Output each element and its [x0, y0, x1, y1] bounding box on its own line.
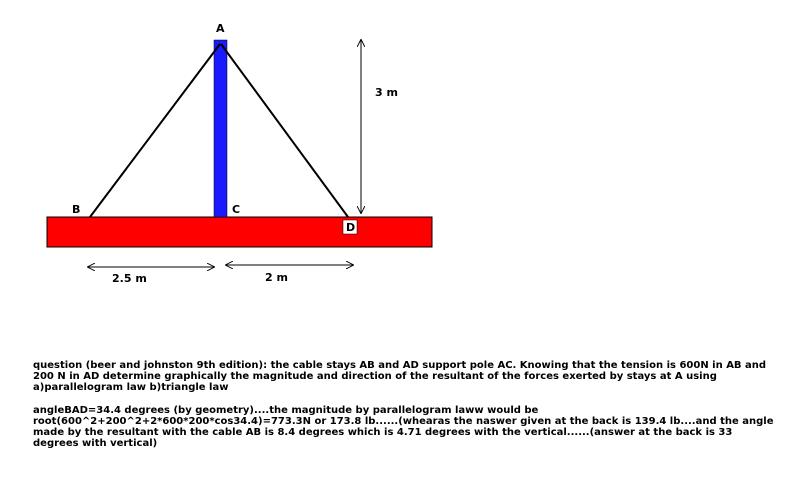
- cable-ad: [221, 44, 348, 217]
- height-label: 3 m: [375, 86, 398, 99]
- label-point-d: D: [346, 221, 356, 234]
- label-point-a: A: [216, 22, 225, 35]
- right-span-label: 2 m: [265, 271, 288, 284]
- cable-ab: [90, 44, 220, 217]
- question-text: question (beer and johnston 9th edition): the cable stays AB and AD support pole AC. Knowing that the tension is 600N in AB and 200 N in AD determine graphically the magnitude and direction of the resultant of the forces exerted by stays at A using a)parallelogram law b)triangle law: [33, 360, 770, 393]
- label-point-b: B: [72, 203, 81, 216]
- answer-text: angleBAD=34.4 degrees (by geometry)....the magnitude by parallelogram laww would be root(600^2+200^2+2*600*200*cos34.4)=773.3N or 173.8 lb......(whearas the naswer given at the back is 139.4 lb....and the angle made by the resultant with the cable AB is 8.4 degrees which is 4.71 degrees with the vertical......(answer at the back is 33 degrees with vertical): [33, 405, 777, 449]
- pole-ac: [214, 40, 227, 217]
- label-point-c: C: [232, 203, 241, 216]
- ground-block: [47, 217, 432, 247]
- left-span-label: 2.5 m: [112, 272, 147, 285]
